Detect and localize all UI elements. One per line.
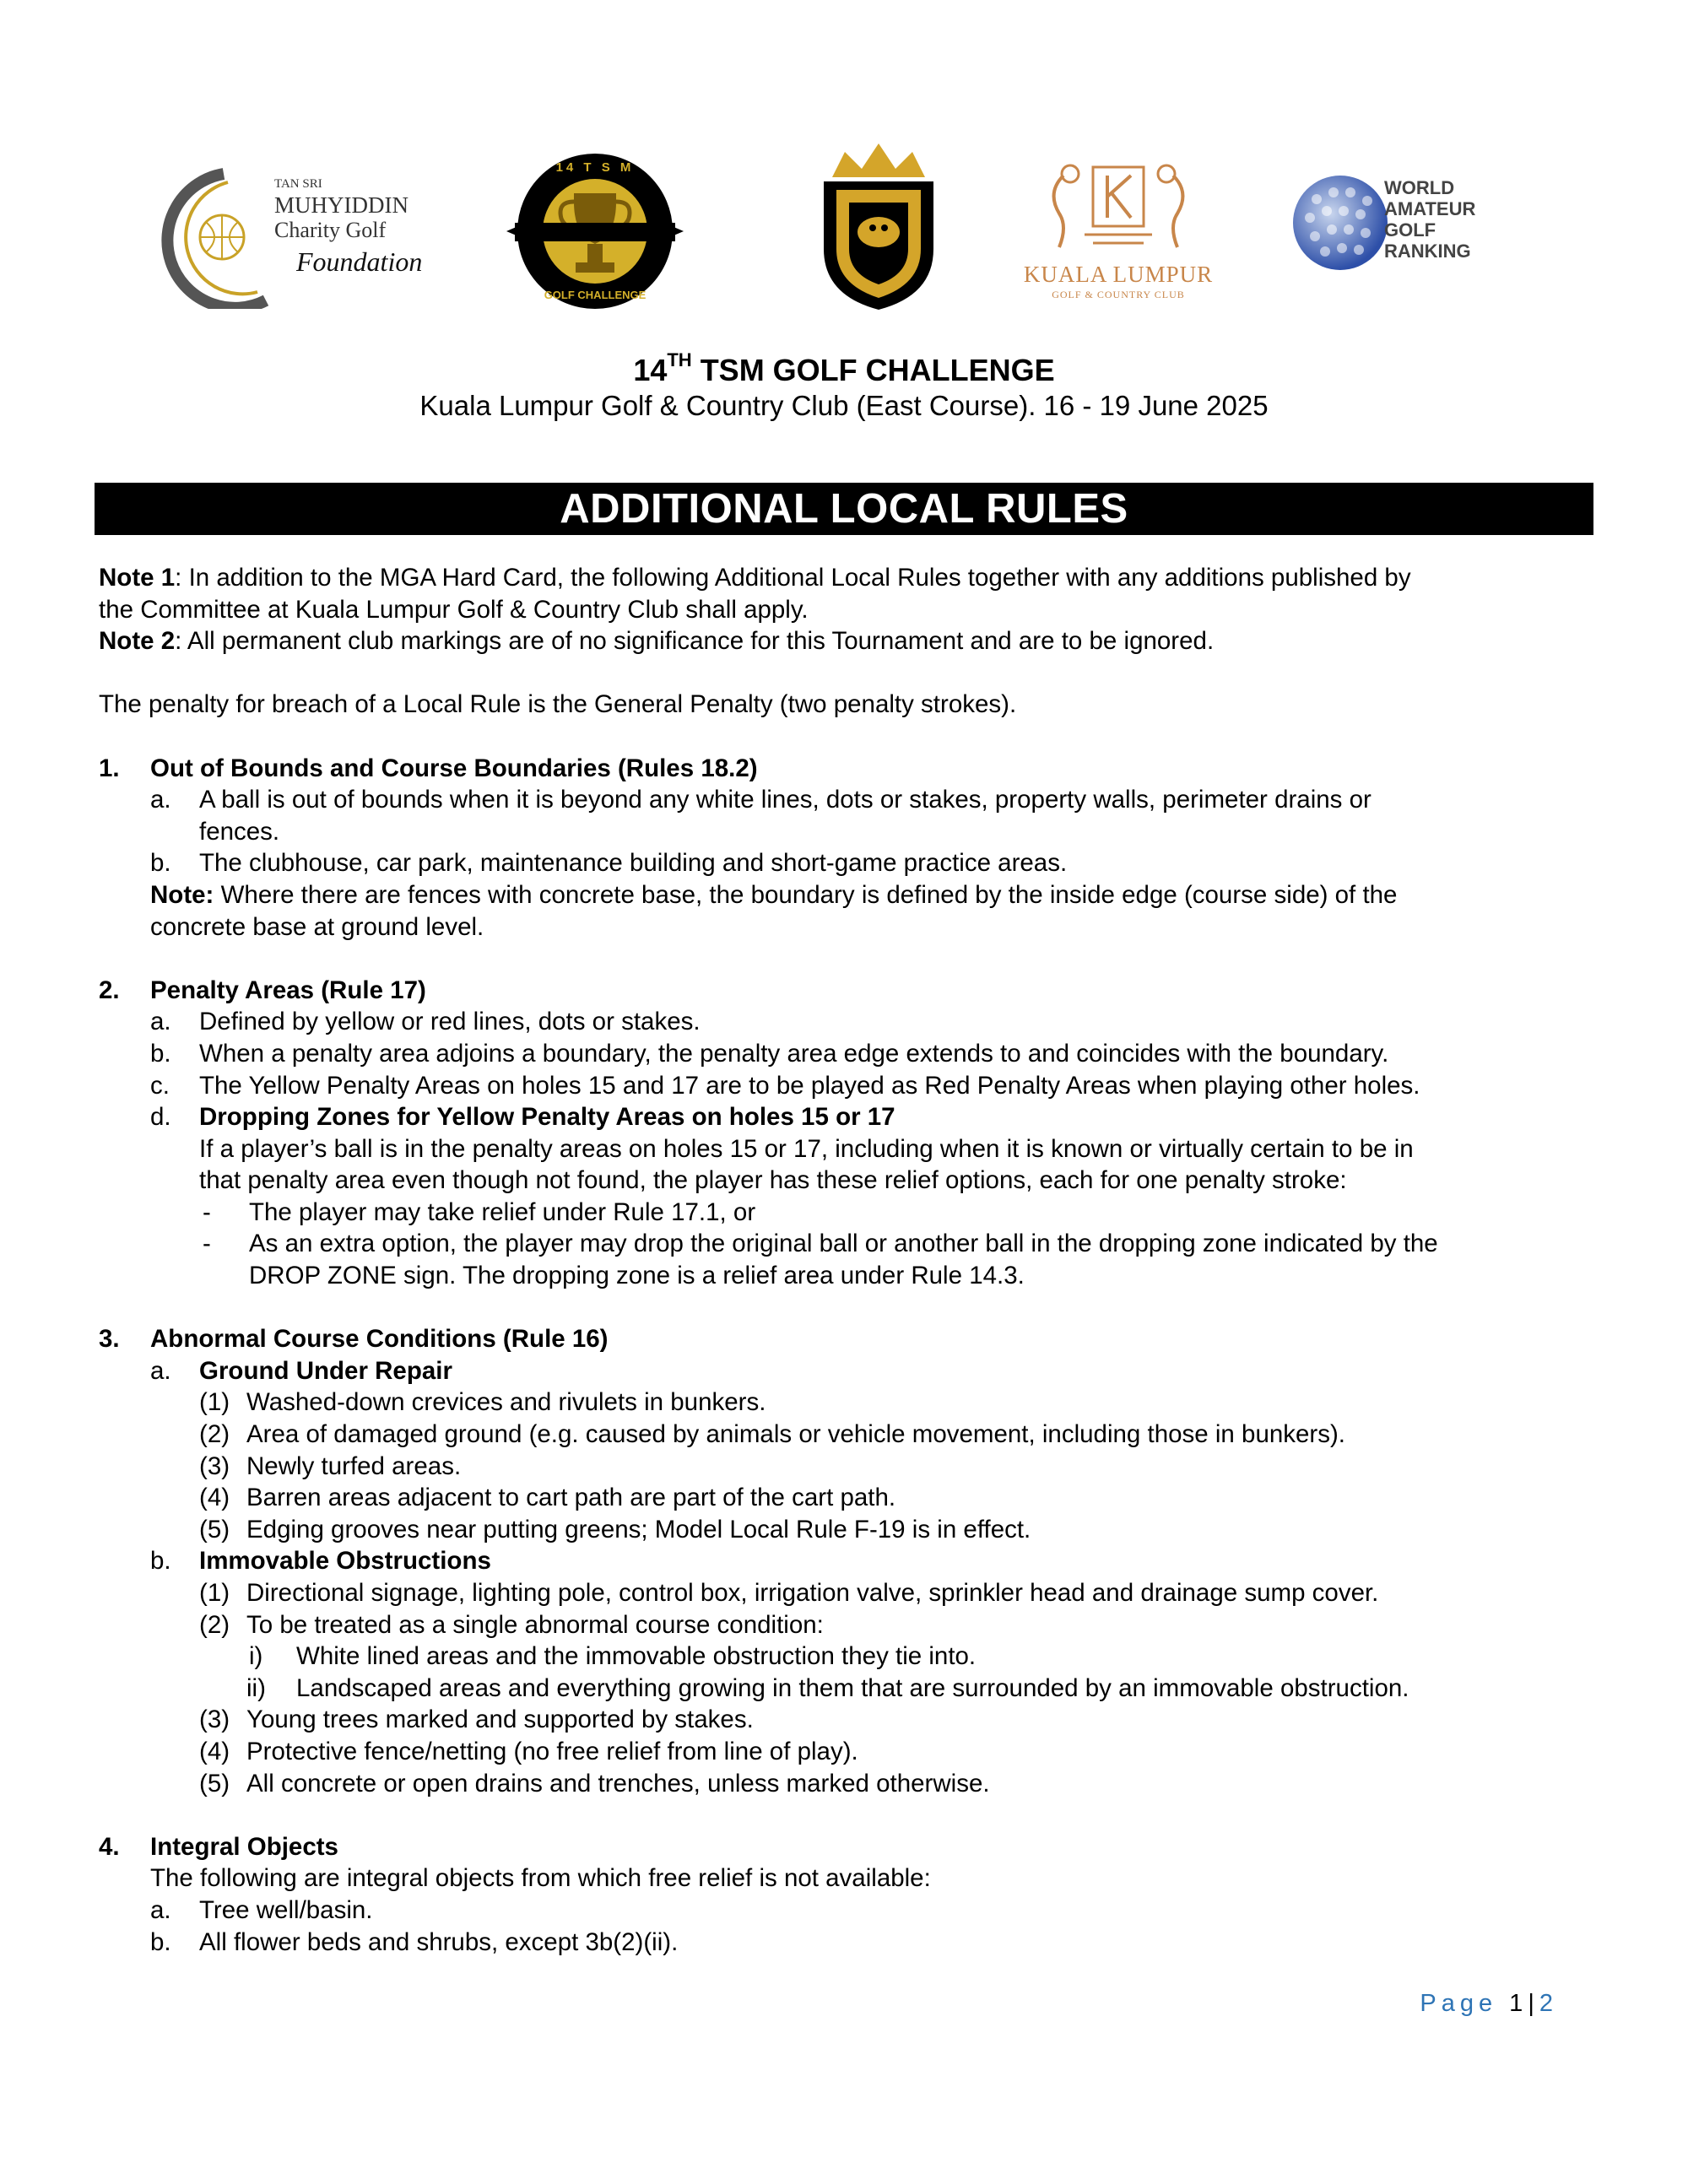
item-text-continued: that penalty area even though not found, the player has these relief options, each for one penalty stroke:	[199, 1166, 1347, 1195]
item-label: b.	[150, 849, 171, 878]
subitem-text: Landscaped areas and everything growing in them that are surrounded by an immovable obstruction.	[296, 1673, 1409, 1702]
page-word: Page	[1420, 1990, 1498, 2017]
section-2-item-c	[99, 1070, 1584, 1102]
section-1-item-b	[99, 847, 1584, 879]
title-superscript: TH	[667, 349, 692, 370]
note-1-label: Note 1	[99, 564, 176, 592]
muhyiddin-foundation-logo	[148, 165, 426, 309]
gur-item	[99, 1419, 1584, 1451]
item-label: b.	[150, 1547, 171, 1576]
item-label: a.	[150, 1895, 171, 1924]
item-text: Directional signage, lighting pole, control box, irrigation valve, sprinkler head and drainage sump cover.	[246, 1579, 1379, 1607]
page-footer	[1420, 1990, 1558, 2018]
section-banner: ADDITIONAL LOCAL RULES	[95, 483, 1593, 535]
option-text: The player may take relief under Rule 17.1, or	[249, 1197, 756, 1226]
dash-bullet: -	[203, 1230, 211, 1258]
section-2-heading	[99, 975, 1584, 1007]
item-title: Immovable Obstructions	[199, 1547, 491, 1576]
item-text: All flower beds and shrubs, except 3b(2)(ii).	[199, 1927, 679, 1956]
note-2-label: Note 2	[99, 627, 176, 656]
section-4-intro: The following are integral objects from which free relief is not available:	[150, 1864, 931, 1893]
note-1-text: : In addition to the MGA Hard Card, the following Additional Local Rules together with any additions published by	[175, 564, 1411, 592]
section-2-item-a	[99, 1006, 1584, 1038]
subitem-number: i)	[249, 1642, 263, 1671]
tsm-logo-bottom-text: GOLF CHALLENGE	[544, 289, 647, 301]
kl-logo-line1: KUALA LUMPUR	[1023, 262, 1214, 287]
section-3-heading	[99, 1323, 1584, 1355]
muhyiddin-line1: TAN SRI	[274, 177, 322, 191]
item-text: To be treated as a single abnormal course condition:	[246, 1610, 824, 1639]
document-subtitle: Kuala Lumpur Golf & Country Club (East Course). 16 - 19 June 2025	[419, 390, 1269, 421]
subitem-number: ii)	[246, 1673, 266, 1702]
page-separator: |	[1528, 1990, 1539, 2017]
section-4-item-a	[99, 1895, 1584, 1927]
item-title: Ground Under Repair	[199, 1356, 452, 1385]
section-3-title: Abnormal Course Conditions (Rule 16)	[150, 1325, 609, 1354]
waagr-text	[1384, 177, 1475, 262]
item-number: (4)	[199, 1737, 230, 1765]
muhyiddin-line2: MUHYIDDIN	[274, 192, 408, 218]
item-number: (1)	[199, 1579, 230, 1607]
gur-item	[99, 1482, 1584, 1514]
obstruction-subitem	[99, 1641, 1584, 1673]
gur-item	[99, 1514, 1584, 1546]
item-label: a.	[150, 1356, 171, 1385]
rules-content	[99, 562, 1584, 1958]
waagr-line2: AMATEUR	[1384, 198, 1476, 219]
item-text: Defined by yellow or red lines, dots or stakes.	[199, 1008, 701, 1036]
section-1-note	[99, 879, 1584, 911]
logo-strip	[0, 135, 1688, 338]
item-text: Protective fence/netting (no free relief from line of play).	[246, 1737, 858, 1765]
title-text: TSM GOLF CHALLENGE	[691, 353, 1055, 387]
section-4-number: 4.	[99, 1832, 120, 1861]
item-title: Dropping Zones for Yellow Penalty Areas on holes 15 or 17	[199, 1103, 895, 1132]
item-text: Barren areas adjacent to cart path are part of the cart path.	[246, 1484, 896, 1512]
malaysian-golf-association-logo	[815, 143, 942, 312]
tsm-logo-top-text: 14 T S M	[555, 160, 635, 175]
item-label: a.	[150, 1008, 171, 1036]
item-text: A ball is out of bounds when it is beyond any white lines, dots or stakes, property walls, perimeter drains or	[199, 786, 1372, 814]
item-text: Young trees marked and supported by stakes.	[246, 1706, 754, 1734]
section-1-heading	[99, 753, 1584, 785]
obstruction-subitem	[99, 1673, 1584, 1705]
item-text: Washed-down crevices and rivulets in bunkers.	[246, 1388, 766, 1417]
kuala-lumpur-golf-logo	[1013, 150, 1224, 302]
penalty-statement: The penalty for breach of a Local Rule is the General Penalty (two penalty strokes).	[99, 690, 1017, 719]
section-2-title: Penalty Areas (Rule 17)	[150, 976, 426, 1004]
option-text-continued: DROP ZONE sign. The dropping zone is a relief area under Rule 14.3.	[249, 1262, 1025, 1290]
item-label: b.	[150, 1039, 171, 1068]
item-text: Area of damaged ground (e.g. caused by animals or vehicle movement, including those in bunkers).	[246, 1420, 1346, 1449]
item-text-continued: fences.	[199, 817, 280, 846]
section-1-item-a	[99, 784, 1584, 816]
note-1	[99, 562, 1584, 594]
obstruction-item	[99, 1577, 1584, 1609]
item-number: (5)	[199, 1769, 230, 1797]
item-label: b.	[150, 1927, 171, 1956]
obstruction-item	[99, 1768, 1584, 1800]
note-2-text: : All permanent club markings are of no significance for this Tournament and are to be ignored.	[175, 627, 1215, 656]
section-4-heading	[99, 1831, 1584, 1863]
obstruction-item	[99, 1736, 1584, 1768]
document-title	[0, 349, 1688, 388]
note-text: Where there are fences with concrete base, the boundary is defined by the inside edge (course side) of the	[214, 880, 1398, 909]
dash-bullet: -	[203, 1197, 211, 1226]
note-1-continued: the Committee at Kuala Lumpur Golf & Country Club shall apply.	[99, 595, 809, 624]
section-3-number: 3.	[99, 1325, 120, 1354]
gur-item	[99, 1387, 1584, 1419]
page-total: 2	[1539, 1990, 1558, 2017]
item-text: The clubhouse, car park, maintenance building and short-game practice areas.	[199, 849, 1068, 878]
waagr-line1: WORLD	[1384, 177, 1455, 198]
item-number: (3)	[199, 1451, 230, 1480]
muhyiddin-line4: Foundation	[296, 246, 423, 277]
option-text: As an extra option, the player may drop the original ball or another ball in the dropping zone indicated by the	[249, 1230, 1438, 1258]
section-3-item-b	[99, 1545, 1584, 1577]
section-1-number: 1.	[99, 754, 120, 782]
item-text: Tree well/basin.	[199, 1895, 373, 1924]
obstruction-item	[99, 1609, 1584, 1641]
item-label: d.	[150, 1103, 171, 1132]
item-number: (5)	[199, 1515, 230, 1543]
muhyiddin-line3: Charity Golf	[274, 218, 387, 242]
item-text: When a penalty area adjoins a boundary, the penalty area edge extends to and coincides with the boundary.	[199, 1039, 1389, 1068]
waagr-logo	[1291, 174, 1485, 275]
item-text: Newly turfed areas.	[246, 1451, 462, 1480]
item-text: All concrete or open drains and trenches, unless marked otherwise.	[246, 1769, 990, 1797]
section-2-number: 2.	[99, 976, 120, 1004]
section-2-item-b	[99, 1038, 1584, 1070]
item-text: The Yellow Penalty Areas on holes 15 and 17 are to be played as Red Penalty Areas when playing other holes.	[199, 1071, 1420, 1100]
item-label: c.	[150, 1071, 170, 1100]
kl-logo-line2: GOLF & COUNTRY CLUB	[1052, 289, 1185, 300]
section-4-title: Integral Objects	[150, 1832, 338, 1861]
note-label: Note:	[150, 880, 214, 909]
section-3-item-a	[99, 1355, 1584, 1387]
item-text: If a player’s ball is in the penalty areas on holes 15 or 17, including when it is known or virtually certain to be in	[199, 1134, 1414, 1163]
gur-item	[99, 1451, 1584, 1483]
item-number: (2)	[199, 1610, 230, 1639]
item-text: Edging grooves near putting greens; Model Local Rule F-19 is in effect.	[246, 1515, 1031, 1543]
page-current: 1	[1509, 1990, 1528, 2017]
waagr-line4: RANKING	[1384, 241, 1471, 262]
section-4-item-b	[99, 1927, 1584, 1959]
note-2	[99, 625, 1584, 657]
waagr-line3: GOLF	[1384, 219, 1436, 241]
item-number: (4)	[199, 1484, 230, 1512]
section-1-title: Out of Bounds and Course Boundaries (Rules 18.2)	[150, 754, 758, 782]
relief-option-2	[99, 1228, 1584, 1260]
title-number: 14	[633, 353, 668, 387]
relief-option-1	[99, 1197, 1584, 1229]
section-1-note-continued: concrete base at ground level.	[150, 912, 484, 941]
item-number: (3)	[199, 1706, 230, 1734]
obstruction-item	[99, 1704, 1584, 1736]
subitem-text: White lined areas and the immovable obstruction they tie into.	[296, 1642, 977, 1671]
section-2-item-d	[99, 1101, 1584, 1133]
item-label: a.	[150, 786, 171, 814]
item-number: (1)	[199, 1388, 230, 1417]
item-number: (2)	[199, 1420, 230, 1449]
tsm-golf-challenge-logo	[506, 147, 684, 316]
